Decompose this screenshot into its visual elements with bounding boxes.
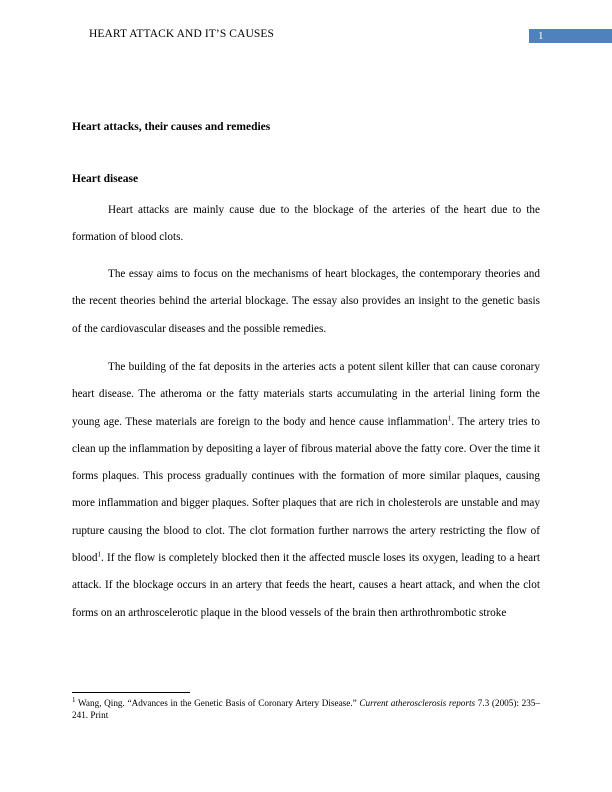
document-title: Heart attacks, their causes and remedies <box>72 121 271 133</box>
running-header-title: HEART ATTACK AND IT’S CAUSES <box>89 28 274 40</box>
paragraph-2: The essay aims to focus on the mechanisms of heart blockages, the contemporary theories and the recent theories behind the arterial blockage. The essay also provides an insight to the genetic basis of the cardiovascular diseases and the possible remedies. <box>72 268 540 335</box>
section-heading: Heart disease <box>72 173 139 185</box>
paragraph-3-block <box>72 354 540 627</box>
paragraph-3-part-a: The building of the fat deposits in the arteries acts a potent silent killer that can cause coronary heart disease. The atheroma or the fatty materials starts accumulating in the arterial lining form the young age. These materials are foreign to the body and hence cause inflammation <box>72 361 540 428</box>
footnote-text-after: 7.3 (2005): 235–241. Print <box>72 698 540 720</box>
footnote-journal: Current atherosclerosis reports <box>359 698 476 708</box>
paragraph-1: Heart attacks are mainly cause due to the blockage of the arteries of the heart due to the formation of blood clots. <box>72 204 540 244</box>
footnote-marker: 1 <box>72 695 76 704</box>
footnote-reference: 1 <box>97 550 101 559</box>
paragraph-3-part-b: . The artery tries to clean up the inflammation by depositing a layer of fibrous material above the fatty core. Over the time it forms plaques. This process gradually continues with the formation of more similar plaques, causing more inflammation and bigger plaques. Softer plaques that are rich in cholesterols are unstable and may rupture causing the blood to clot. The clot formation further narrows the artery restricting the flow of blood <box>72 415 540 565</box>
paragraph-3-part-c: . If the flow is completely blocked then it the affected muscle loses its oxygen, leading to a heart attack. If the blockage occurs in an artery that feeds the heart, causes a heart attack, and when the clot forms on an arthroscelerotic plaque in the blood vessels of the brain then arthrothrombotic stroke <box>72 552 540 619</box>
paragraph-2-block <box>72 261 540 343</box>
paragraph-1-block <box>72 197 540 252</box>
footnote-reference: 1 <box>447 413 452 422</box>
page-number: 1 <box>529 29 612 43</box>
footnote-separator <box>72 692 190 693</box>
footnote-text-before: Wang, Qing. “Advances in the Genetic Basis of Coronary Artery Disease.” <box>75 698 360 708</box>
paragraph-3 <box>72 354 540 627</box>
footnote <box>72 697 540 721</box>
